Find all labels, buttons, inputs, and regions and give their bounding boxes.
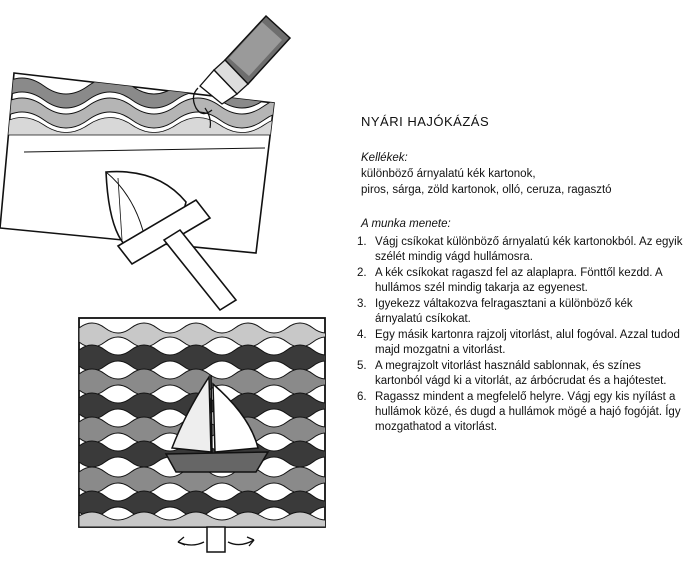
boat-handle-illustration xyxy=(207,527,225,552)
list-item: 3. Igyekezz váltakozva felragasztani a különböző kék árnyalatú csíkokat. xyxy=(357,298,633,325)
list-item: 6. Ragassz mindent a megfelelő helyre. Vágj egy kis nyílást a hullámok közé, és dugd a hullámok mögé a hajó fogóját. Így mozgathatod a vitorlást. xyxy=(357,391,681,433)
materials-line-2: piros, sárga, zöld kartonok, olló, ceruza, ragasztó xyxy=(361,184,612,196)
page-title: NYÁRI HAJÓKÁZÁS xyxy=(361,114,490,129)
list-item: 1. Vágj csíkokat különböző árnyalatú kék kartonokból. Az egyik szélét mindig vágd hullámosra. xyxy=(357,236,683,263)
materials-heading: Kellékek: xyxy=(361,152,408,164)
list-item: 4. Egy másik kartonra rajzolj vitorlást, alul fogóval. Azzal tudod majd mozgatni a vitorlást. xyxy=(357,329,680,356)
list-item: 2. A kék csíkokat ragaszd fel az alaplapra. Fönttől kezdd. A hullámos szél mindig takarja az egyenest. xyxy=(357,267,663,294)
list-item: 5. A megrajzolt vitorlást használd sablonnak, és színes kartonból vágd ki a vitorlát, az árbócrudat és a hajótestet. xyxy=(357,360,667,387)
method-heading: A munka menete: xyxy=(361,218,451,230)
materials-line-1: különböző árnyalatú kék kartonok, xyxy=(361,168,536,180)
